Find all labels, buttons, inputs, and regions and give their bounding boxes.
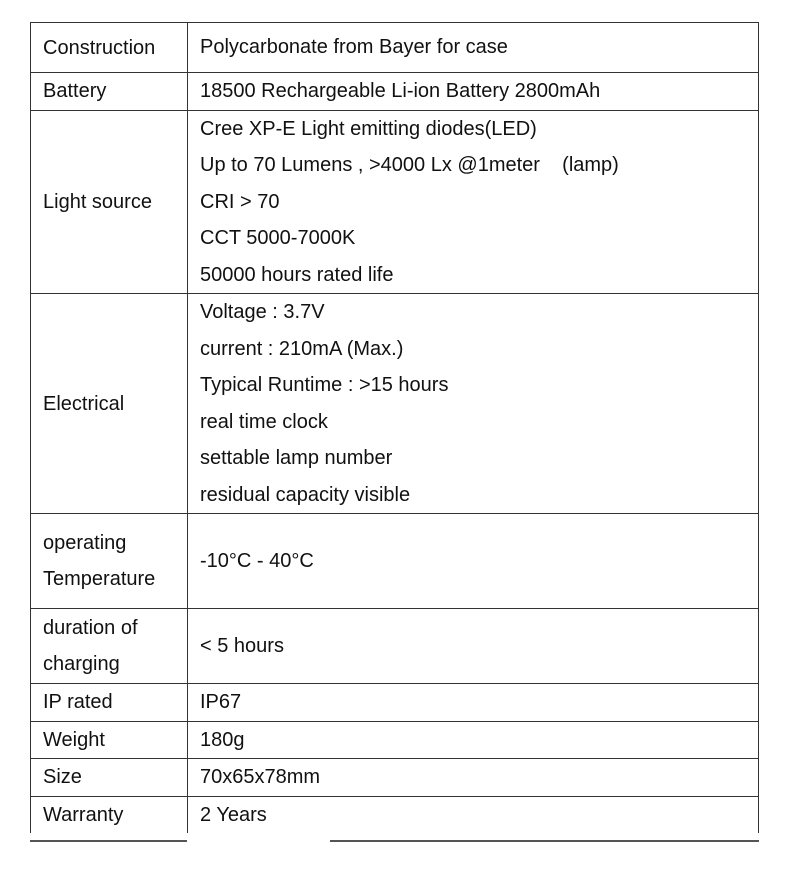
bottom-border-left-segment [30, 840, 187, 842]
table-bottom-border [30, 840, 759, 842]
row-label-size: Size [31, 759, 188, 797]
spec-table [30, 22, 759, 833]
row-label-battery: Battery [31, 73, 188, 111]
row-label-electrical: Electrical [31, 294, 188, 514]
row-value-ip-rated: IP67 [188, 684, 759, 722]
row-value-charging-duration: < 5 hours [188, 609, 759, 684]
row-value-operating-temperature: -10°C - 40°C [188, 514, 759, 609]
row-label-light-source: Light source [31, 110, 188, 294]
row-value-electrical: Voltage : 3.7V current : 210mA (Max.) Typical Runtime : >15 hours real time clock settable lamp number residual capacity visible [188, 294, 759, 514]
table-row-size [31, 759, 759, 797]
row-label-ip-rated: IP rated [31, 684, 188, 722]
table-row-construction [31, 23, 759, 73]
table-row-weight [31, 721, 759, 759]
table-row-light-source [31, 110, 759, 294]
row-label-warranty: Warranty [31, 796, 188, 833]
row-value-warranty: 2 Years [188, 796, 759, 833]
table-row-ip-rated [31, 684, 759, 722]
row-label-charging-duration: duration of charging [31, 609, 188, 684]
row-value-weight: 180g [188, 721, 759, 759]
table-row-operating-temperature [31, 514, 759, 609]
row-value-construction: Polycarbonate from Bayer for case [188, 23, 759, 73]
table-row-warranty [31, 796, 759, 833]
row-value-light-source: Cree XP-E Light emitting diodes(LED) Up to 70 Lumens , >4000 Lx @1meter (lamp) CRI > 70 CCT 5000-7000K 50000 hours rated life [188, 110, 759, 294]
table-row-charging-duration [31, 609, 759, 684]
row-label-construction: Construction [31, 23, 188, 73]
row-value-size: 70x65x78mm [188, 759, 759, 797]
table-row-battery [31, 73, 759, 111]
table-row-electrical [31, 294, 759, 514]
bottom-border-right-segment [330, 840, 759, 842]
row-value-battery: 18500 Rechargeable Li-ion Battery 2800mAh [188, 73, 759, 111]
row-label-weight: Weight [31, 721, 188, 759]
row-label-operating-temperature: operating Temperature [31, 514, 188, 609]
